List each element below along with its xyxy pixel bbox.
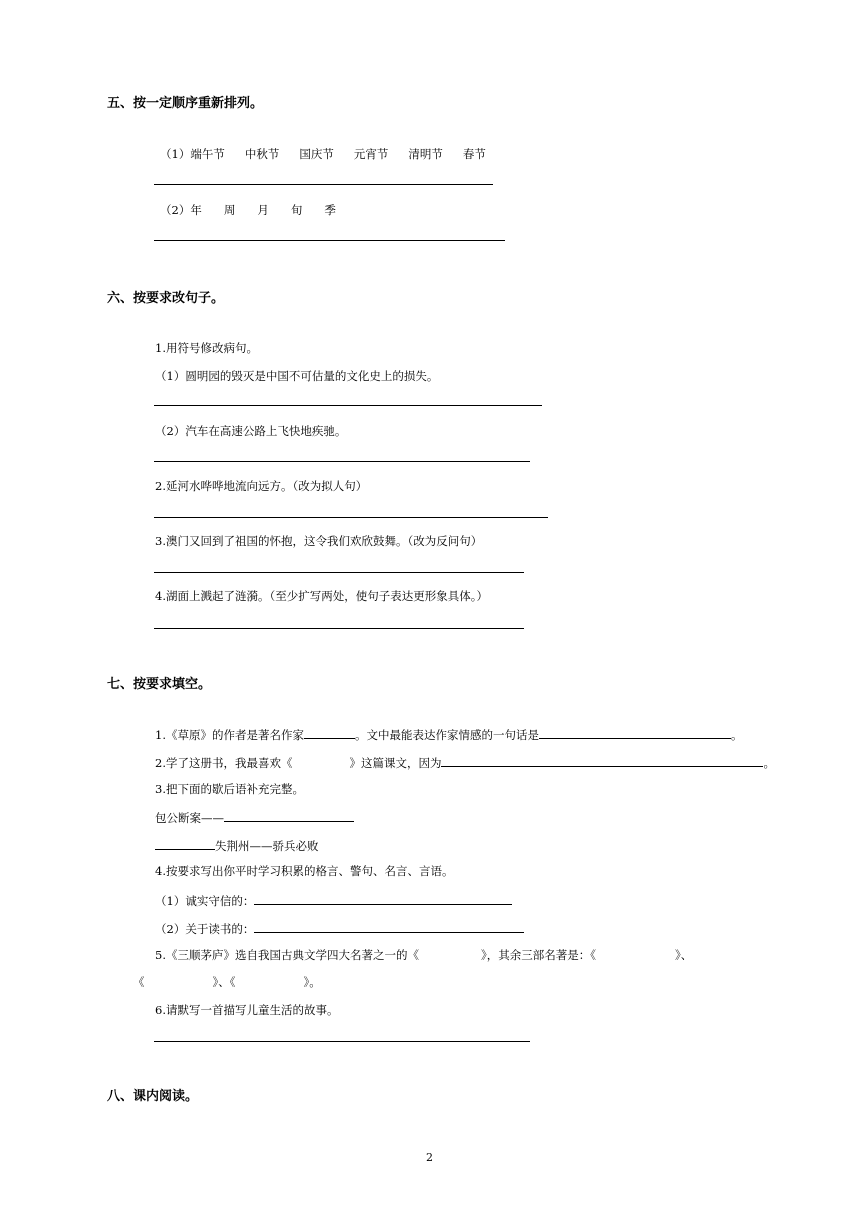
order-item: 年 xyxy=(190,203,202,217)
motto-blank-2[interactable] xyxy=(254,920,524,933)
xiehouyu-blank-1[interactable] xyxy=(224,809,354,822)
sec7-q4a xyxy=(155,892,512,908)
sec7-q3: 3.把下面的歇后语补充完整。 xyxy=(155,782,304,796)
order-item: 清明节 xyxy=(408,147,443,161)
sec7-q4b xyxy=(155,920,524,936)
sec7-q2 xyxy=(155,754,775,770)
sec7-q5-text-c: 》、 xyxy=(674,948,693,962)
sec7-q5-text-e: 》、《 xyxy=(212,975,236,989)
sec5-q2-items xyxy=(190,203,358,217)
xiehouyu-blank-2[interactable] xyxy=(155,837,215,850)
sec5-q1 xyxy=(160,147,506,161)
order-item: 国庆节 xyxy=(299,147,334,161)
sec7-q3a-text: 包公断案—— xyxy=(155,811,224,825)
sec6-q1b: （2）汽车在高速公路上飞快地疾驰。 xyxy=(155,424,347,438)
sec7-q5-cont xyxy=(133,975,321,989)
sec7-q5 xyxy=(155,948,692,962)
section-5-title: 五、按一定顺序重新排列。 xyxy=(107,96,264,111)
sec6-q4: 4.湖面上溅起了涟漪。（至少扩写两处，使句子表达更形象具体。） xyxy=(155,589,488,603)
answer-line[interactable] xyxy=(154,517,548,518)
sec7-q4b-text: （2）关于读书的： xyxy=(155,922,255,936)
sec7-q3b xyxy=(155,837,319,853)
sec7-q2-text-c: 。 xyxy=(763,756,775,770)
sec7-q3a xyxy=(155,809,354,825)
sec6-q3: 3.澳门又回到了祖国的怀抱，这令我们欢欣鼓舞。（改为反问句） xyxy=(155,534,483,548)
motto-blank-1[interactable] xyxy=(254,892,512,905)
sec7-q5-text-a: 5.《三顺茅庐》选自我国古典文学四大名著之一的《 xyxy=(155,948,419,962)
reason-blank[interactable] xyxy=(441,754,763,767)
sec5-q1-label: （1） xyxy=(160,147,191,161)
sec7-q1-text-c: 。 xyxy=(730,728,743,742)
order-item: 旬 xyxy=(290,203,303,217)
order-item: 月 xyxy=(257,203,269,217)
sec6-q2: 2.延河水哗哗地流向远方。（改为拟人句） xyxy=(155,479,368,493)
answer-line[interactable] xyxy=(154,461,530,462)
section-7-title: 七、按要求填空。 xyxy=(107,677,212,692)
sentence-blank[interactable] xyxy=(539,726,731,739)
sec7-q1 xyxy=(155,726,742,742)
answer-line[interactable] xyxy=(154,1041,530,1042)
sec6-q1a: （1）圆明园的毁灭是中国不可估量的文化史上的损失。 xyxy=(155,369,439,383)
order-item: 周 xyxy=(223,203,236,217)
sec7-q4: 4.按要求写出你平时学习积累的格言、警句、名言、言语。 xyxy=(155,864,454,878)
sec7-q4a-text: （1）诚实守信的： xyxy=(155,894,255,908)
sec7-q3b-text: 失荆州——骄兵必败 xyxy=(215,839,319,853)
section-8-title: 八、课内阅读。 xyxy=(107,1089,199,1104)
sec7-q6: 6.请默写一首描写儿童生活的故事。 xyxy=(155,1003,339,1017)
order-item: 季 xyxy=(324,203,336,217)
author-blank[interactable] xyxy=(304,726,355,739)
sec6-q1: 1.用符号修改病句。 xyxy=(155,341,258,355)
order-item: 元宵节 xyxy=(353,147,389,161)
sec7-q5-text-f: 》。 xyxy=(303,975,321,989)
answer-line[interactable] xyxy=(154,628,524,629)
answer-line[interactable] xyxy=(154,184,493,185)
sec5-q2 xyxy=(160,203,358,217)
sec7-q5-text-b: 》，其余三部名著是：《 xyxy=(480,948,596,962)
order-item: 春节 xyxy=(462,147,486,161)
sec7-q1-text-b: 。文中最能表达作家情感的一句话是 xyxy=(354,728,539,742)
order-item: 端午节 xyxy=(190,147,225,161)
order-item: 中秋节 xyxy=(244,147,280,161)
page-number: 2 xyxy=(426,1151,433,1164)
sec5-q1-items xyxy=(190,147,506,161)
sec7-q5-text-d: 《 xyxy=(133,975,145,989)
sec7-q1-text-a: 1.《草原》的作者是著名作家 xyxy=(155,728,304,742)
answer-line[interactable] xyxy=(154,405,542,406)
answer-line[interactable] xyxy=(154,572,524,573)
section-6-title: 六、按要求改句子。 xyxy=(107,291,225,306)
answer-line[interactable] xyxy=(154,240,505,241)
sec7-q2-text-b: 》这篇课文，因为 xyxy=(349,756,442,770)
sec5-q2-label: （2） xyxy=(160,203,191,217)
sec7-q2-text-a: 2.学了这册书，我最喜欢《 xyxy=(155,756,293,770)
